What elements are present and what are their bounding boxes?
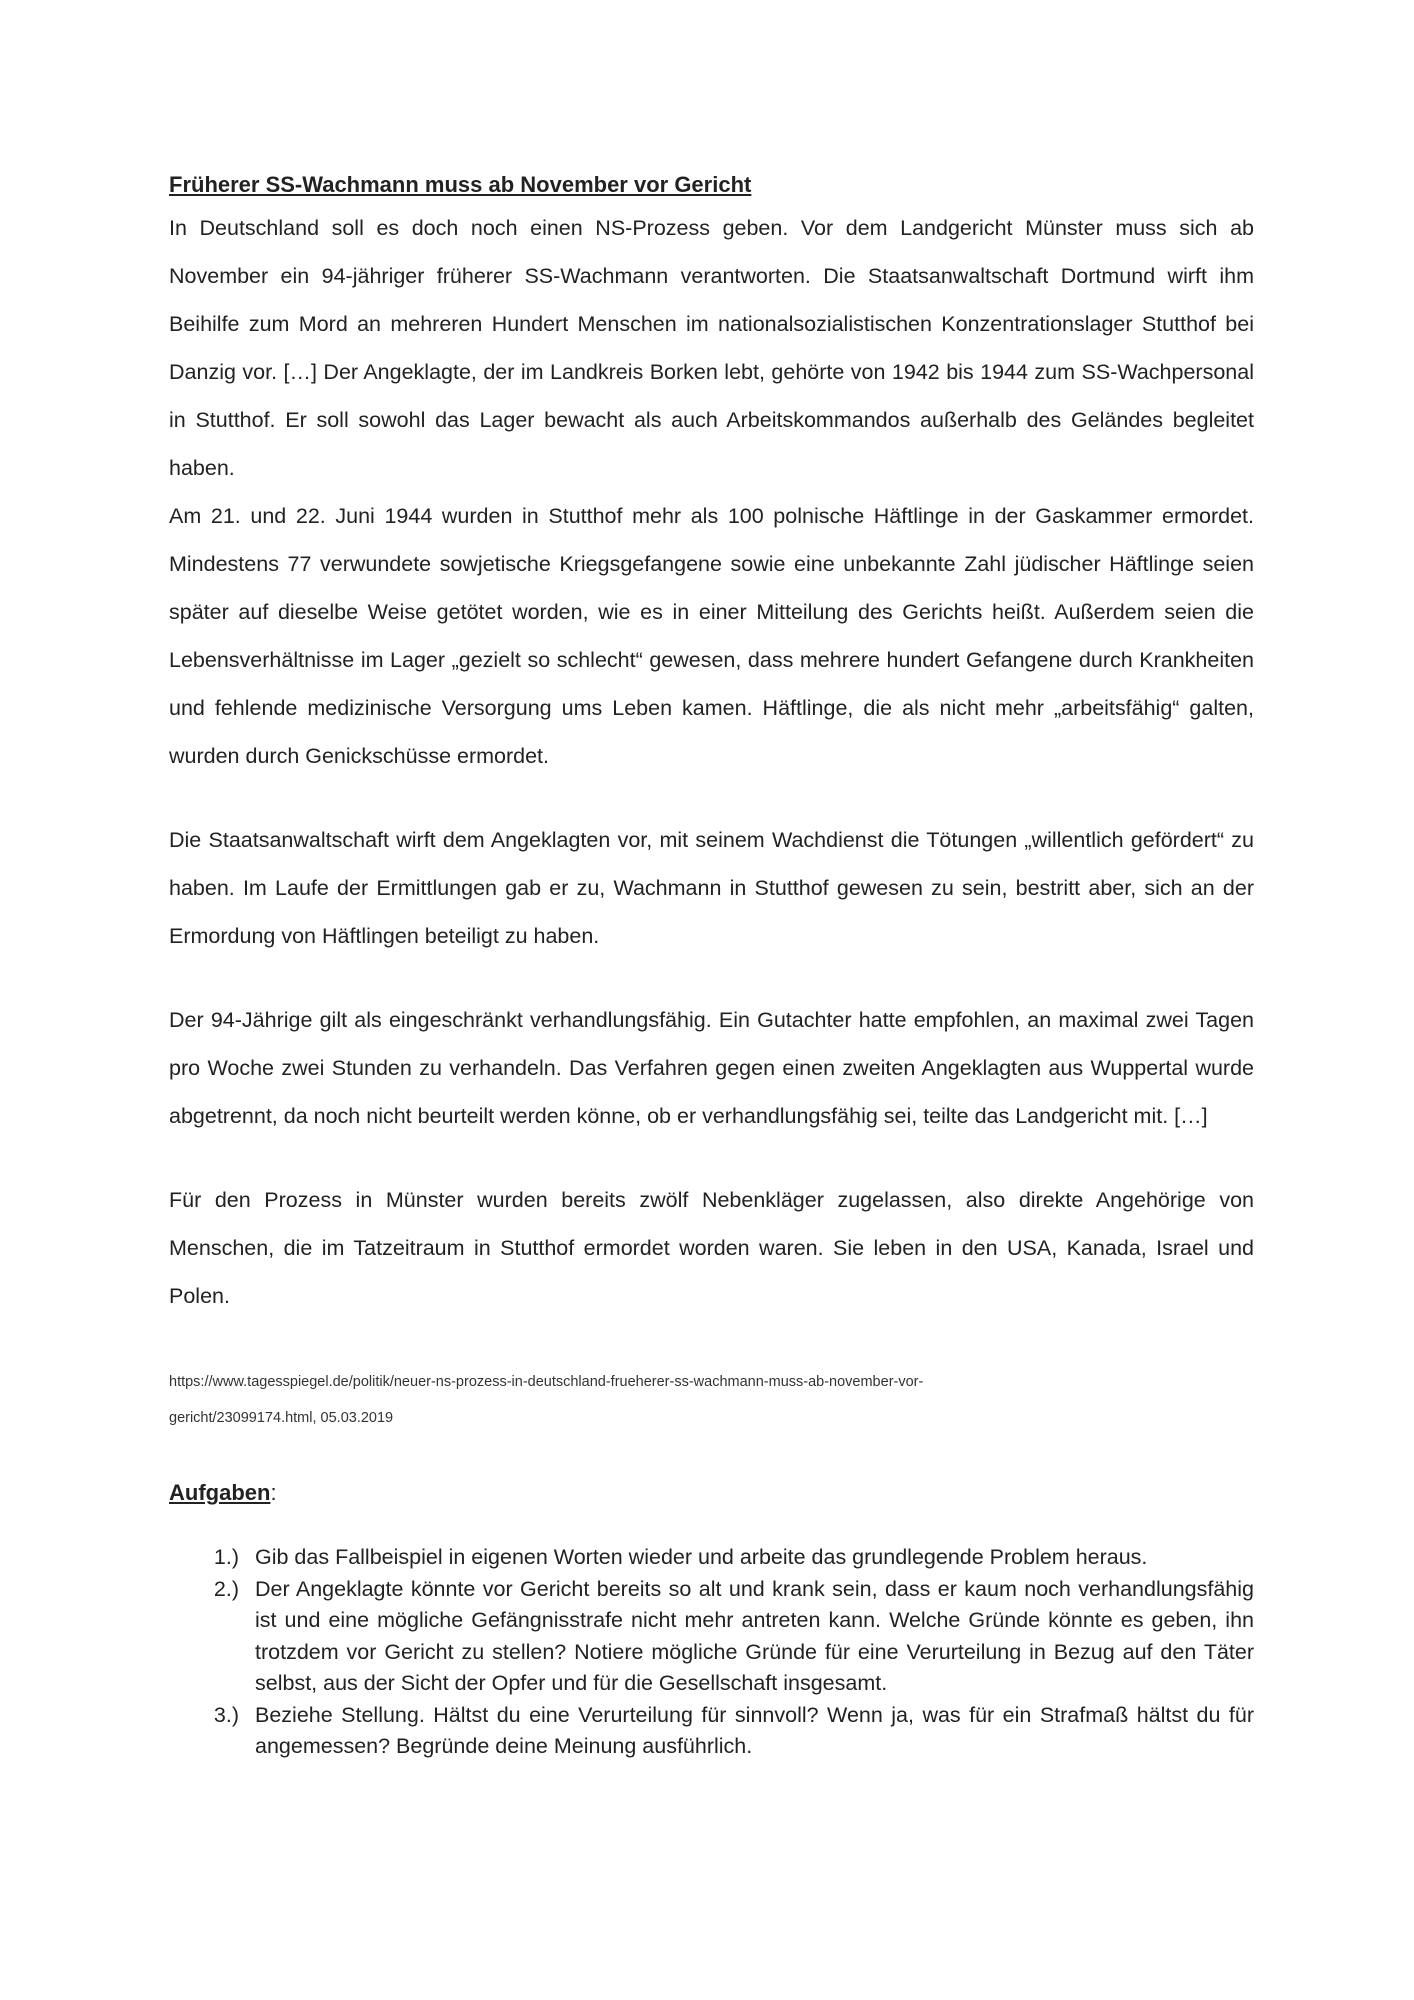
task-item (169, 1542, 1254, 1574)
source-citation (169, 1364, 1254, 1436)
article-title: Früherer SS-Wachmann muss ab November vor Gericht (169, 172, 752, 197)
tasks-heading-label: Aufgaben (169, 1480, 271, 1505)
task-text: Der Angeklagte könnte vor Gericht bereits so alt und krank sein, dass er kaum noch verhandlungsfähig ist und eine mögliche Gefängnisstrafe nicht mehr antreten kann. Welche Gründe könnte es geben, ihn trotzdem vor Gericht zu stellen? Notiere mögliche Gründe für eine Verurteilung in Bezug auf den Täter selbst, aus der Sicht der Opfer und für die Gesellschaft insgesamt. (255, 1576, 1254, 1695)
tasks-heading-colon: : (270, 1480, 277, 1505)
task-text: Beziehe Stellung. Hältst du eine Verurteilung für sinnvoll? Wenn ja, was für ein Strafmaß hältst du für angemessen? Begründe deine Meinung ausführlich. (255, 1702, 1254, 1758)
tasks-heading (169, 1478, 1254, 1508)
task-text: Gib das Fallbeispiel in eigenen Worten wieder und arbeite das grundlegende Problem heraus. (255, 1545, 1148, 1569)
task-item (169, 1574, 1254, 1700)
source-url-line-2: gericht/23099174.html, 05.03.2019 (169, 1410, 394, 1426)
article-paragraph-3: Die Staatsanwaltschaft wirft dem Angeklagten vor, mit seinem Wachdienst die Tötungen „willentlich gefördert“ zu haben. Im Laufe der Ermittlungen gab er zu, Wachmann in Stutthof gewesen zu sein, bestritt aber, sich an der Ermordung von Häftlingen beteiligt zu haben. (169, 828, 1254, 948)
document-page (169, 160, 1254, 1763)
task-number: 2.) (213, 1576, 239, 1601)
task-number: 3.) (213, 1702, 239, 1727)
task-item (169, 1700, 1254, 1763)
tasks-list (169, 1542, 1254, 1763)
task-number: 1.) (213, 1545, 239, 1569)
article-paragraph-1: In Deutschland soll es doch noch einen NS-Prozess geben. Vor dem Landgericht Münster muss sich ab November ein 94-jähriger früherer SS-Wachmann verantworten. Die Staatsanwaltschaft Dortmund wirft ihm Beihilfe zum Mord an mehreren Hundert Menschen im nationalsozialistischen Konzentrationslager Stutthof bei Danzig vor. […] Der Angeklagte, der im Landkreis Borken lebt, gehörte von 1942 bis 1944 zum SS-Wachpersonal in Stutthof. Er soll sowohl das Lager bewacht als auch Arbeitskommandos außerhalb des Geländes begleitet haben. (169, 216, 1254, 480)
article-paragraph-5: Für den Prozess in Münster wurden bereits zwölf Nebenkläger zugelassen, also direkte Angehörige von Menschen, die im Tatzeitraum in Stutthof ermordet worden waren. Sie leben in den USA, Kanada, Israel und Polen. (169, 1188, 1254, 1308)
article-paragraph-2: Am 21. und 22. Juni 1944 wurden in Stutthof mehr als 100 polnische Häftlinge in der Gaskammer ermordet. Mindestens 77 verwundete sowjetische Kriegsgefangene sowie eine unbekannte Zahl jüdischer Häftlinge seien später auf dieselbe Weise getötet worden, wie es in einer Mitteilung des Gerichts heißt. Außerdem seien die Lebensverhältnisse im Lager „gezielt so schlecht“ gewesen, dass mehrere hundert Gefangene durch Krankheiten und fehlende medizinische Versorgung ums Leben kamen. Häftlinge, die als nicht mehr „arbeitsfähig“ galten, wurden durch Genickschüsse ermordet. (169, 504, 1254, 768)
source-url-line-1: https://www.tagesspiegel.de/politik/neuer-ns-prozess-in-deutschland-frueherer-ss-wachmann-muss-ab-november-vor- (169, 1374, 924, 1390)
article-paragraph-4: Der 94-Jährige gilt als eingeschränkt verhandlungsfähig. Ein Gutachter hatte empfohlen, an maximal zwei Tagen pro Woche zwei Stunden zu verhandeln. Das Verfahren gegen einen zweiten Angeklagten aus Wuppertal wurde abgetrennt, da noch nicht beurteilt werden könne, ob er verhandlungsfähig sei, teilte das Landgericht mit. […] (169, 1008, 1254, 1128)
